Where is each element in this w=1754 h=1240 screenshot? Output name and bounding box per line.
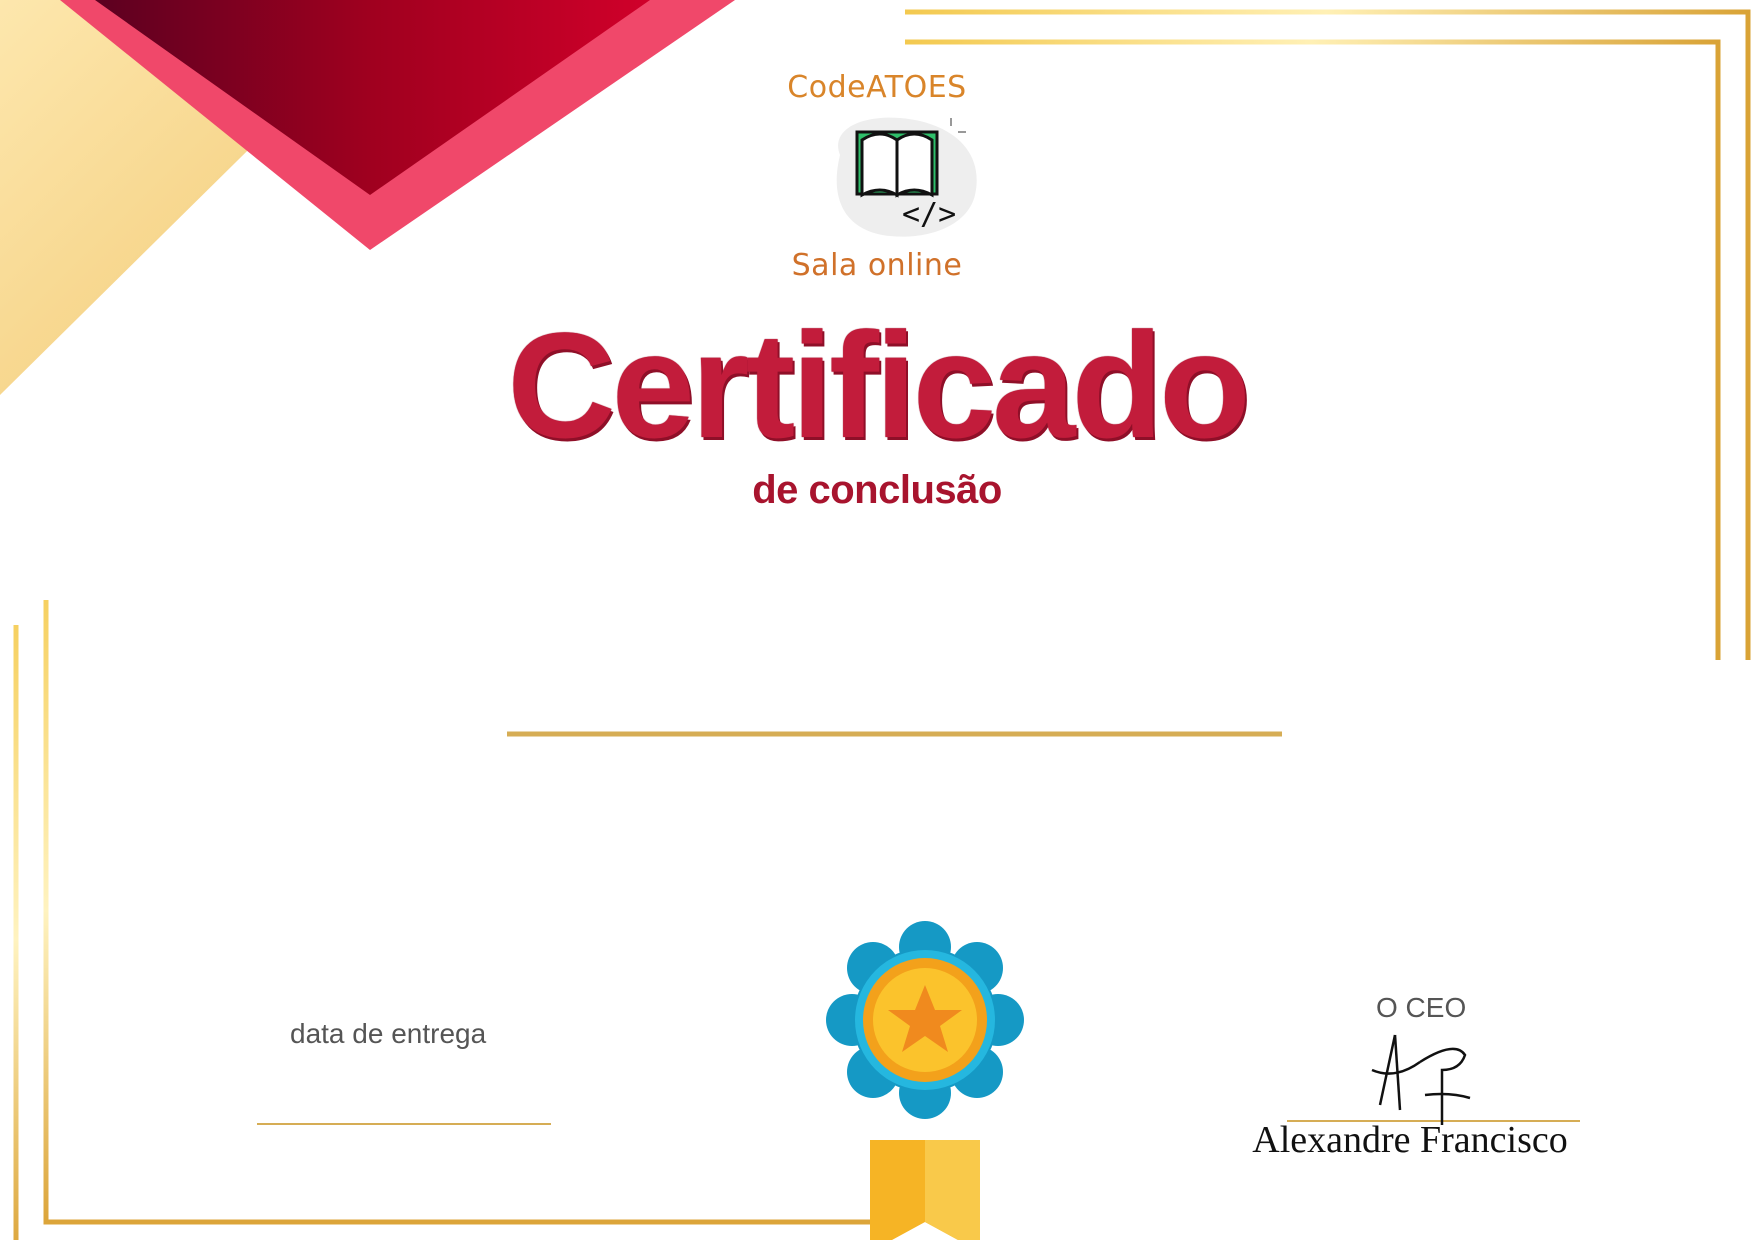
- book-code-logo-icon: [837, 118, 977, 237]
- certificate-subtitle: de conclusão: [752, 468, 1002, 512]
- signer-role: O CEO: [1376, 992, 1467, 1023]
- gold-frame-bottom-left-inner: [46, 600, 870, 1222]
- certificate-title: Certificado: [507, 301, 1247, 469]
- brand-name: CodeATOES: [787, 70, 967, 105]
- signature-mark: [1372, 1035, 1470, 1125]
- signer-name: Alexandre Francisco: [1252, 1119, 1568, 1161]
- date-label: data de entrega: [290, 1018, 487, 1049]
- gold-frame-bottom-left-outer: [16, 625, 870, 1240]
- brand-tagline: Sala online: [791, 248, 963, 283]
- medal-icon: [826, 921, 1024, 1240]
- svg-text:</>: </>: [902, 197, 957, 232]
